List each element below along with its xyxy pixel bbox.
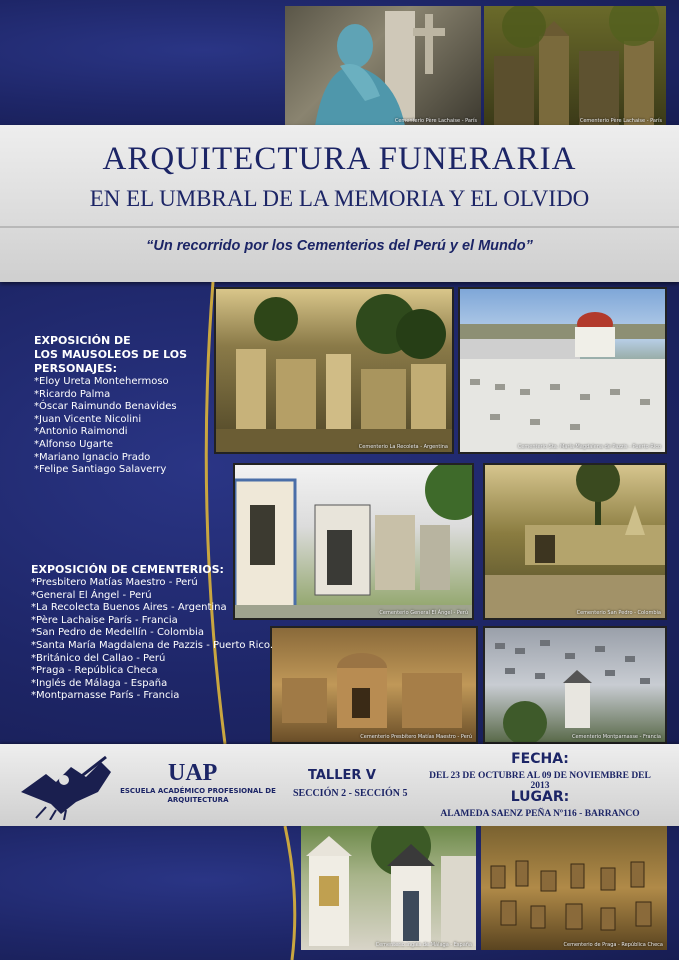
page-title-line2: EN EL UMBRAL DE LA MEMORIA Y EL OLVIDO: [89, 186, 590, 211]
uap-acronym: UAP: [168, 760, 218, 786]
cementerio-item: *Montparnasse París - Francia: [31, 690, 180, 702]
mausoleos-section: [34, 334, 187, 477]
lachaise-image: [484, 6, 666, 126]
photo-pazzis: [458, 287, 667, 454]
mausoleo-item: *Felipe Santiago Salaverry: [34, 464, 167, 476]
cementerio-item: *Inglés de Málaga - España: [31, 677, 168, 689]
photo-caption: Cementerio Montparnasse - Francia: [571, 734, 661, 740]
photo-sanpedro: [483, 463, 667, 620]
cementerios-heading: EXPOSICIÓN DE CEMENTERIOS:: [31, 563, 224, 576]
mausoleo-item: *Eloy Ureta Montehermoso: [34, 376, 169, 387]
school-name: [118, 787, 278, 805]
pazzis-image: [460, 289, 667, 454]
photo-caption: Cementerio Sta. María Magdalena de Pazzis - Puerto Rico: [517, 444, 661, 450]
uap-logo-icon: [16, 752, 116, 820]
photo-malaga: [301, 826, 476, 950]
title-divider: [0, 226, 679, 228]
sanpedro-image: [485, 465, 667, 620]
photo-caption: Cementerio Père Lachaise - París: [394, 118, 477, 124]
photo-montparnasse: [483, 626, 667, 744]
cementerio-item: *General El Ángel - Perú: [31, 589, 152, 601]
photo-caption: Cementerio La Recoleta - Argentina: [358, 444, 448, 450]
photo-presbitero: [270, 626, 478, 744]
photo-caption: Cementerio Père Lachaise - París: [579, 118, 662, 124]
mausoleo-item: *Alfonso Ugarte: [34, 438, 114, 450]
photo-recoleta: [214, 287, 454, 454]
seccion-label: SECCIÓN 2 - SECCIÓN 5: [293, 788, 408, 799]
presbitero-image: [272, 628, 478, 744]
school-name-line2: ARQUITECTURA: [167, 796, 229, 804]
taller-label: TALLER V: [308, 768, 376, 783]
page-title: ARQUITECTURA FUNERARIA: [102, 141, 577, 177]
mausoleo-item: *Juan Vicente Nicolini: [34, 413, 142, 425]
cementerio-item: *Praga - República Checa: [31, 665, 158, 677]
photo-caption: Cementerio Inglés de Málaga - España: [375, 942, 472, 948]
page-subtitle: “Un recorrido por los Cementerios del Perú y el Mundo”: [146, 238, 533, 254]
cementerio-item: *Santa María Magdalena de Pazzis - Puerto Rico.: [31, 639, 274, 651]
photo-caption: Cementerio Presbítero Matías Maestro - Perú: [360, 734, 472, 740]
school-name-line1: ESCUELA ACADÉMICO PROFESIONAL DE: [120, 787, 276, 795]
malaga-image: [301, 826, 476, 950]
photo-statue: [285, 6, 481, 126]
photo-caption: Cementerio General El Ángel - Perú: [379, 610, 468, 616]
photo-caption: Cementerio de Praga - República Checa: [563, 942, 663, 948]
fecha-value: DEL 23 DE OCTUBRE AL 09 DE NOVIEMBRE DEL 2013: [429, 771, 651, 791]
photo-praga: [481, 826, 667, 950]
statue-image: [285, 6, 481, 126]
photo-caption: Cementerio San Pedro - Colombia: [576, 610, 661, 616]
cementerio-item: *Presbitero Matías Maestro - Perú: [31, 577, 198, 588]
mausoleo-item: *Antonio Raimondi: [34, 426, 128, 438]
cementerio-item: *La Recolecta Buenos Aires - Argentina: [31, 602, 227, 614]
praga-image: [481, 826, 667, 950]
mausoleos-heading: PERSONAJES:: [34, 362, 117, 375]
mausoleos-heading: LOS MAUSOLEOS DE LOS: [34, 348, 188, 361]
mausoleo-item: *Mariano Ignacio Prado: [34, 451, 151, 463]
mausoleo-item: *Ricardo Palma: [34, 388, 111, 400]
cementerio-item: *Británico del Callao - Perú: [31, 652, 166, 664]
fecha-label: FECHA:: [511, 751, 569, 767]
cementerio-item: *San Pedro de Medellín - Colombia: [31, 627, 204, 639]
recoleta-image: [216, 289, 454, 454]
mausoleo-item: *Óscar Raimundo Benavides: [34, 401, 177, 413]
mausoleos-heading: EXPOSICIÓN DE: [34, 334, 131, 347]
lugar-value: ALAMEDA SAENZ PEÑA Nº116 - BARRANCO: [440, 809, 640, 819]
photo-lachaise: [484, 6, 666, 126]
cementerio-item: *Père Lachaise París - Francia: [31, 614, 178, 626]
cementerios-section: [31, 563, 273, 703]
montparnasse-image: [485, 628, 667, 744]
lugar-label: LUGAR:: [510, 789, 570, 805]
